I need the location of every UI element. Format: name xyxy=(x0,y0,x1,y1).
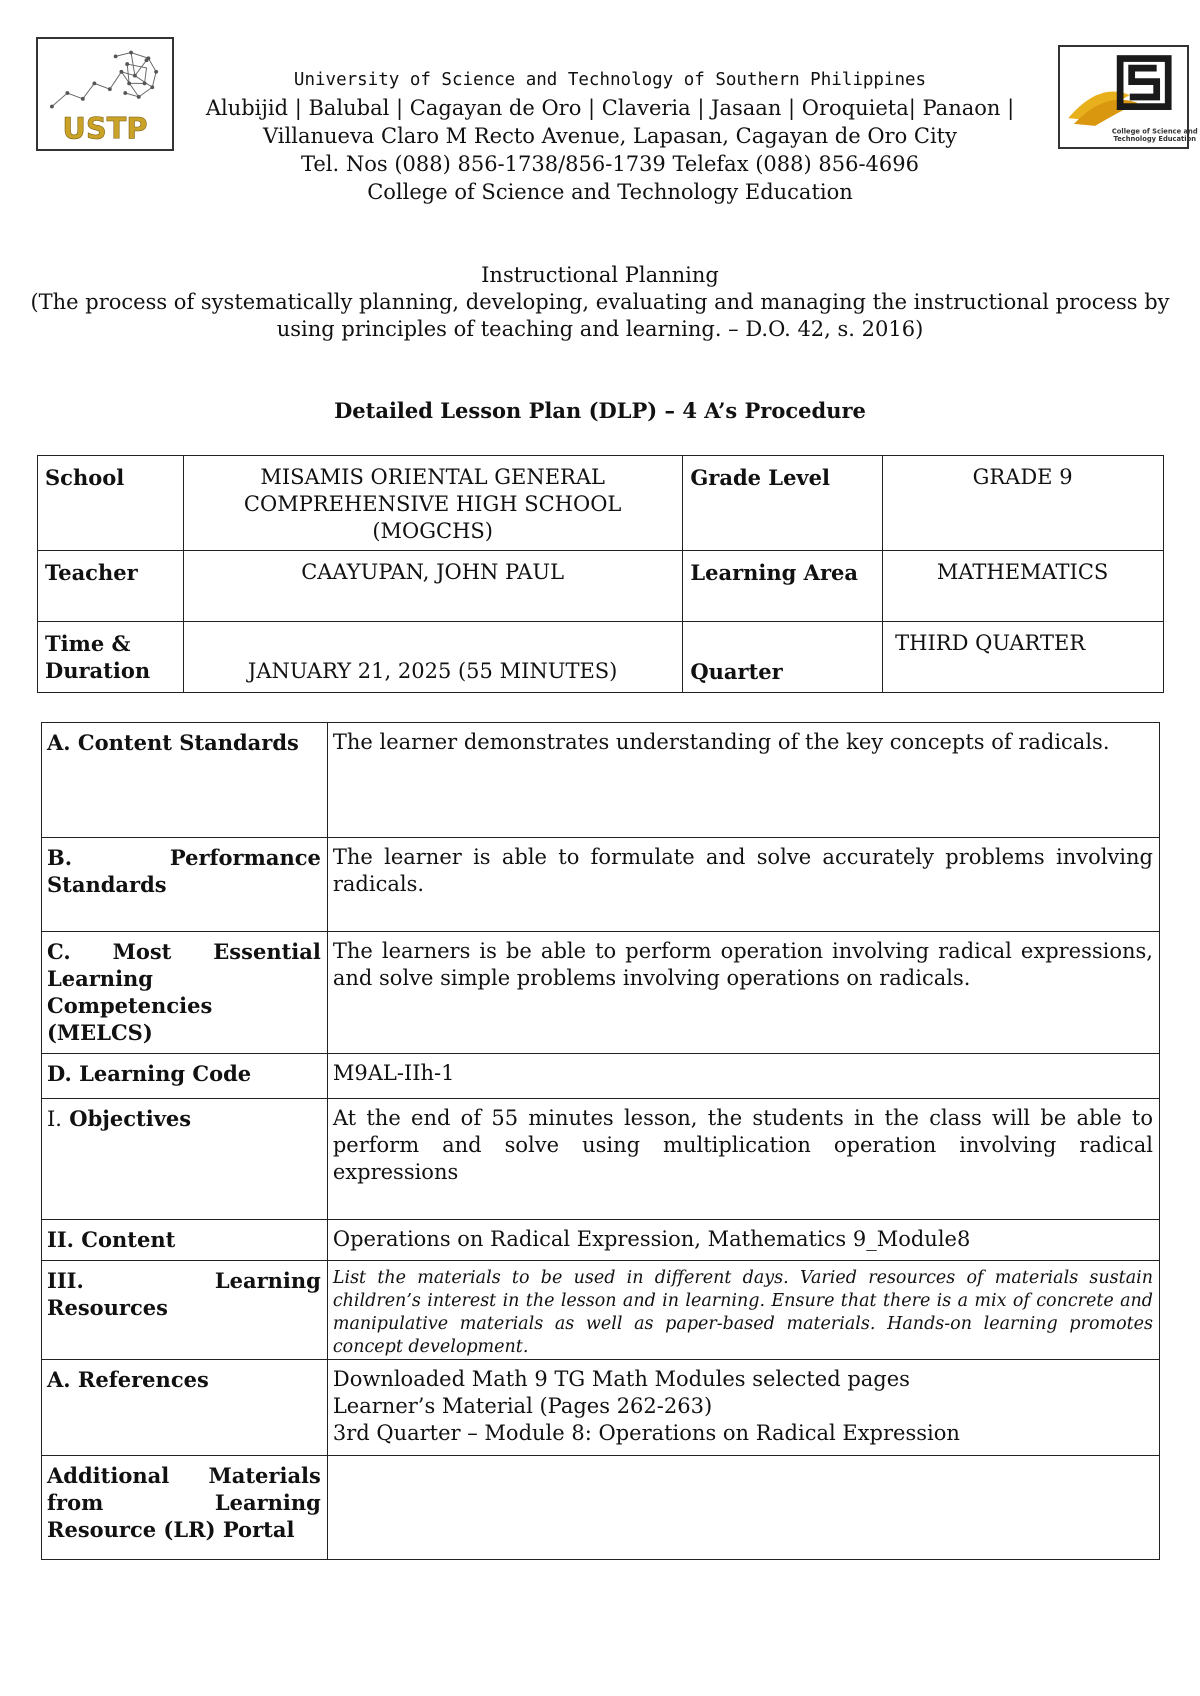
teacher-value: CAAYUPAN, JOHN PAUL xyxy=(183,551,682,622)
performance-standards-label: B. Performance Standards xyxy=(42,838,328,932)
learning-area-value: MATHEMATICS xyxy=(883,551,1164,622)
ustp-logo-graphic xyxy=(38,39,172,149)
address: Villanueva Claro M Recto Avenue, Lapasan, Cagayan de Oro City xyxy=(263,124,957,148)
objectives-value: At the end of 55 minutes lesson, the students in the class will be able to perform and solve using multiplication operation involving radical expressions xyxy=(327,1099,1159,1220)
reference-item: Downloaded Math 9 TG Math Modules selected pages xyxy=(332,1367,910,1391)
letterhead xyxy=(180,66,1040,206)
learning-resources-value: List the materials to be used in different days. Varied resources of materials sustain children’s interest in the lesson and in learning. Ensure that there is a mix of concrete and manipulative materials as well as paper-based materials. Hands-on learning promotes concept development. xyxy=(327,1261,1159,1360)
content-value: Operations on Radical Expression, Mathematics 9_Module8 xyxy=(327,1220,1159,1261)
time-duration-value: JANUARY 21, 2025 (55 MINUTES) xyxy=(183,622,682,693)
objectives-label-text: Objectives xyxy=(69,1106,192,1131)
melcs-value: The learners is be able to perform operation involving radical expressions, and solve simple problems involving operations on radicals. xyxy=(327,932,1159,1054)
university-name: University of Science and Technology of Southern Philippines xyxy=(293,70,927,90)
content-standards-label: A. Content Standards xyxy=(42,723,328,838)
quarter-value: THIRD QUARTER xyxy=(883,622,1164,693)
contact-numbers: Tel. Nos (088) 856-1738/856-1739 Telefax (088) 856-4696 xyxy=(300,152,919,176)
table-row xyxy=(42,932,1160,1054)
college-logo-graphic xyxy=(1060,47,1198,147)
additional-materials-label: Additional Materials from Learning Resource (LR) Portal xyxy=(42,1456,328,1560)
content-standards-value: The learner demonstrates understanding of the key concepts of radicals. xyxy=(327,723,1159,838)
references-value xyxy=(327,1360,1159,1456)
quarter-label: Quarter xyxy=(683,622,883,693)
svg-text:Technology Education: Technology Education xyxy=(1113,135,1196,144)
learning-area-label: Learning Area xyxy=(683,551,883,622)
melcs-label: C. Most Essential Learning Competencies (MELCS) xyxy=(42,932,328,1054)
table-row xyxy=(42,1360,1160,1456)
reference-item: 3rd Quarter – Module 8: Operations on Radical Expression xyxy=(332,1421,960,1445)
table-row xyxy=(42,1220,1160,1261)
college-name: College of Science and Technology Education xyxy=(367,180,853,204)
table-row xyxy=(38,622,1164,693)
reference-item: Learner’s Material (Pages 262-263) xyxy=(332,1394,713,1418)
learning-code-value: M9AL-IIh-1 xyxy=(327,1054,1159,1099)
table-row xyxy=(42,1054,1160,1099)
college-logo xyxy=(1058,45,1198,149)
references-label: A. References xyxy=(42,1360,328,1456)
teacher-label: Teacher xyxy=(38,551,184,622)
content-label: II. Content xyxy=(42,1220,328,1261)
additional-materials-value xyxy=(327,1456,1159,1560)
planning-description: (The process of systematically planning, developing, evaluating and managing the instructional process by using principles of teaching and learning. – D.O. 42, s. 2016) xyxy=(30,290,1170,341)
table-row xyxy=(42,1099,1160,1220)
objectives-label xyxy=(42,1099,328,1220)
table-row xyxy=(42,723,1160,838)
document-title: Detailed Lesson Plan (DLP) – 4 A’s Procedure xyxy=(334,398,866,423)
table-row xyxy=(42,838,1160,932)
grade-level-label: Grade Level xyxy=(683,456,883,551)
table-row xyxy=(38,456,1164,551)
planning-title: Instructional Planning xyxy=(481,263,719,287)
table-row xyxy=(42,1261,1160,1360)
lesson-standards-table xyxy=(41,722,1160,1560)
time-duration-label: Time & Duration xyxy=(38,622,184,693)
lesson-info-table xyxy=(37,455,1164,693)
performance-standards-value: The learner is able to formulate and solve accurately problems involving radicals. xyxy=(327,838,1159,932)
table-row xyxy=(38,551,1164,622)
school-label: School xyxy=(38,456,184,551)
campus-list: Alubijid | Balubal | Cagayan de Oro | Claveria | Jasaan | Oroquieta| Panaon | xyxy=(205,96,1015,120)
school-value: MISAMIS ORIENTAL GENERAL COMPREHENSIVE HIGH SCHOOL (MOGCHS) xyxy=(183,456,682,551)
ustp-logo xyxy=(36,37,174,151)
svg-text:USTP: USTP xyxy=(62,111,148,146)
objectives-label-prefix: I. xyxy=(47,1107,62,1131)
table-row xyxy=(42,1456,1160,1560)
learning-resources-label: III. Learning Resources xyxy=(42,1261,328,1360)
svg-text:College of Science and: College of Science and xyxy=(1111,127,1198,136)
grade-level-value: GRADE 9 xyxy=(883,456,1164,551)
learning-code-label: D. Learning Code xyxy=(42,1054,328,1099)
instructional-planning xyxy=(30,262,1170,343)
